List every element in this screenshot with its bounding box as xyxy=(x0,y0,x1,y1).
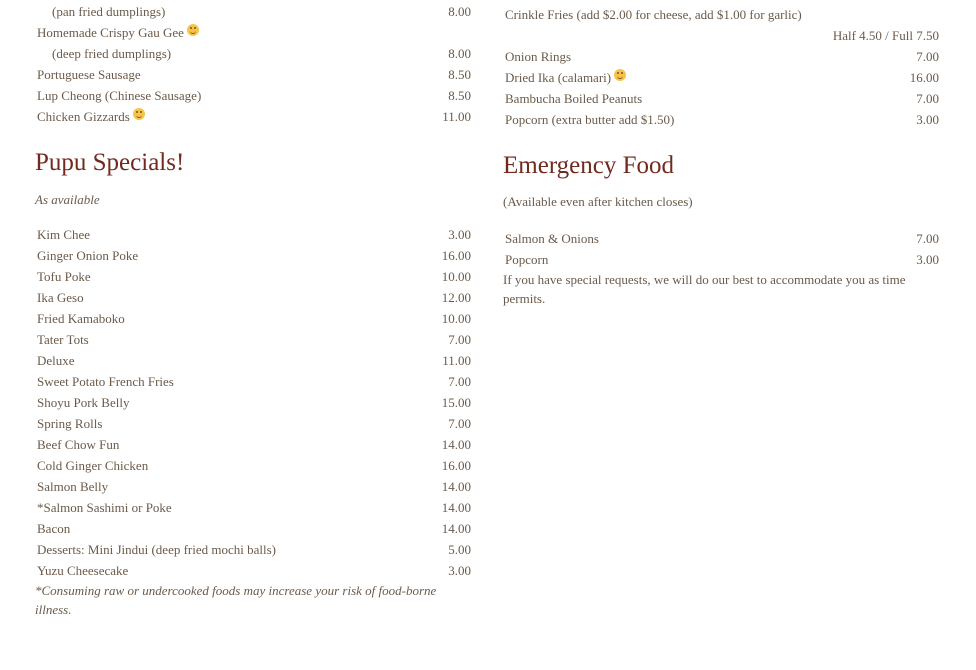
emergency-list xyxy=(503,228,941,270)
item-price: 11.00 xyxy=(442,353,471,368)
menu-item xyxy=(503,46,941,67)
menu-item-price-line xyxy=(503,25,941,46)
menu-item xyxy=(503,4,941,25)
menu-item xyxy=(503,88,941,109)
item-price: 16.00 xyxy=(441,458,471,473)
item-price: 7.00 xyxy=(916,49,939,64)
menu-item xyxy=(35,371,473,392)
item-name: Crinkle Fries (add $2.00 for cheese, add $1.00 for garlic) xyxy=(505,7,802,22)
item-price: 8.50 xyxy=(448,67,471,82)
left-column xyxy=(35,0,473,619)
menu-item xyxy=(35,64,473,85)
menu-item xyxy=(35,85,473,106)
item-price: 3.00 xyxy=(448,563,471,578)
item-name: *Salmon Sashimi or Poke xyxy=(37,500,172,515)
item-name: Ginger Onion Poke xyxy=(37,248,139,263)
item-name: Shoyu Pork Belly xyxy=(37,395,130,410)
item-price: 7.00 xyxy=(448,332,471,347)
item-name: (pan fried dumplings) xyxy=(52,4,166,19)
right-top-list xyxy=(503,0,941,130)
item-name: Chicken Gizzards xyxy=(37,109,130,124)
item-price: 8.50 xyxy=(448,88,471,103)
item-name: Onion Rings xyxy=(505,49,572,64)
item-price: 3.00 xyxy=(916,252,939,267)
item-name: Fried Kamaboko xyxy=(37,311,125,326)
section-subtitle: As available xyxy=(35,192,100,207)
item-price: 7.00 xyxy=(916,91,939,106)
menu-item xyxy=(35,434,473,455)
item-name: Deluxe xyxy=(37,353,75,368)
menu-item xyxy=(35,329,473,350)
item-name: Bambucha Boiled Peanuts xyxy=(505,91,643,106)
item-name: Ika Geso xyxy=(37,290,84,305)
smiling-face-icon xyxy=(614,69,626,81)
menu-item xyxy=(35,560,473,581)
item-name: Dried Ika (calamari) xyxy=(505,70,612,85)
item-name: Bacon xyxy=(37,521,71,536)
special-requests-note: If you have special requests, we will do our best to accommodate you as time permits. xyxy=(503,272,906,306)
item-price: 3.00 xyxy=(916,112,939,127)
section-heading-pupu: Pupu Specials! xyxy=(35,149,185,176)
item-price: 5.00 xyxy=(448,542,471,557)
menu-item xyxy=(35,224,473,245)
section-heading-emergency: Emergency Food xyxy=(503,152,675,179)
item-price: 14.00 xyxy=(441,437,471,452)
item-name: Popcorn (extra butter add $1.50) xyxy=(505,112,675,127)
right-column xyxy=(503,0,941,308)
item-name: (deep fried dumplings) xyxy=(52,46,172,61)
item-price: 8.00 xyxy=(448,4,471,19)
item-name: Salmon Belly xyxy=(37,479,109,494)
item-name: Homemade Crispy Gau Gee xyxy=(37,25,184,40)
item-name: Lup Cheong (Chinese Sausage) xyxy=(37,88,202,103)
menu-item xyxy=(35,308,473,329)
footnote: *Consuming raw or undercooked foods may increase your risk of food-borne illness. xyxy=(35,583,437,617)
item-price: 10.00 xyxy=(441,311,471,326)
menu-item xyxy=(35,413,473,434)
item-name: Salmon & Onions xyxy=(505,231,599,246)
item-name: Spring Rolls xyxy=(37,416,103,431)
item-price: 7.00 xyxy=(916,231,939,246)
item-name: Kim Chee xyxy=(37,227,91,242)
menu-item xyxy=(35,266,473,287)
item-price: 14.00 xyxy=(441,479,471,494)
menu-item xyxy=(503,228,941,249)
item-price: 7.00 xyxy=(448,416,471,431)
item-price: 8.00 xyxy=(448,46,471,61)
menu-item xyxy=(35,43,473,64)
item-price: 16.00 xyxy=(909,70,939,85)
menu-item xyxy=(35,476,473,497)
menu-item xyxy=(503,109,941,130)
menu-item xyxy=(35,350,473,371)
menu-item xyxy=(35,245,473,266)
pupu-list xyxy=(35,224,473,581)
menu-item xyxy=(503,249,941,270)
item-name: Popcorn xyxy=(505,252,549,267)
menu-item xyxy=(503,67,941,88)
menu-item xyxy=(35,518,473,539)
item-name: Portuguese Sausage xyxy=(37,67,141,82)
smiling-face-icon xyxy=(133,108,145,120)
item-name: Tater Tots xyxy=(37,332,89,347)
item-name: Beef Chow Fun xyxy=(37,437,120,452)
menu-item xyxy=(35,1,473,22)
menu-item xyxy=(35,455,473,476)
item-price: Half 4.50 / Full 7.50 xyxy=(832,28,939,43)
item-price: 16.00 xyxy=(441,248,471,263)
menu-item xyxy=(35,287,473,308)
menu-item xyxy=(35,392,473,413)
item-price: 7.00 xyxy=(448,374,471,389)
menu-item xyxy=(35,497,473,518)
item-price: 14.00 xyxy=(441,500,471,515)
item-name: Desserts: Mini Jindui (deep fried mochi balls) xyxy=(37,542,277,557)
item-price: 15.00 xyxy=(441,395,471,410)
menu-item xyxy=(35,539,473,560)
item-price: 12.00 xyxy=(441,290,471,305)
item-price: 14.00 xyxy=(441,521,471,536)
section-subtitle: (Available even after kitchen closes) xyxy=(503,194,693,209)
menu-item xyxy=(35,106,473,127)
left-top-list xyxy=(35,0,473,127)
item-name: Tofu Poke xyxy=(37,269,91,284)
smiling-face-icon xyxy=(187,24,199,36)
menu-item xyxy=(35,22,473,43)
item-price: 11.00 xyxy=(442,109,471,124)
item-name: Yuzu Cheesecake xyxy=(37,563,129,578)
item-price: 3.00 xyxy=(448,227,471,242)
item-name: Sweet Potato French Fries xyxy=(37,374,174,389)
item-name: Cold Ginger Chicken xyxy=(37,458,149,473)
item-price: 10.00 xyxy=(441,269,471,284)
